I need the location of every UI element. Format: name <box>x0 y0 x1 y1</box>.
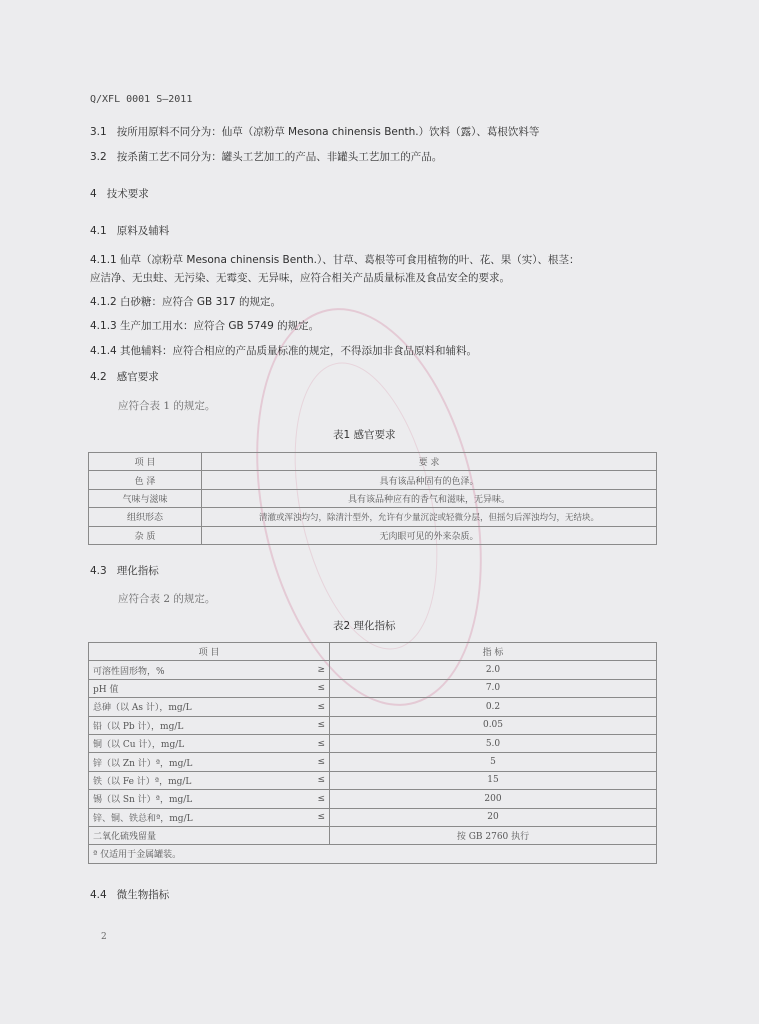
operator-cell <box>294 826 330 844</box>
section-4-1-3: 4.1.3 生产加工用水：应符合 GB 5749 的规定。 <box>90 320 320 332</box>
item-cell: 总砷（以 As 计），mg/L <box>89 698 294 716</box>
table-1 <box>88 452 657 545</box>
section-number: 4.4 <box>90 889 107 901</box>
header-cell: 项 目 <box>89 453 202 471</box>
section-4-2-body: 应符合表 1 的规定。 <box>118 400 216 412</box>
table-2 <box>88 642 657 864</box>
table-header-row <box>89 643 657 661</box>
section-title: 理化指标 <box>116 565 159 577</box>
operator-cell: ≥ <box>294 661 330 679</box>
item-cell: 锡（以 Sn 计）ª，mg/L <box>89 790 294 808</box>
value-cell: 20 <box>330 808 657 826</box>
requirement-cell: 具有该品种应有的香气和滋味，无异味。 <box>202 489 657 507</box>
value-cell: 2.0 <box>330 661 657 679</box>
operator-cell: ≤ <box>294 679 330 697</box>
section-title: 技术要求 <box>106 188 149 200</box>
value-cell: 7.0 <box>330 679 657 697</box>
value-cell: 0.2 <box>330 698 657 716</box>
item-cell: pH 值 <box>89 679 294 697</box>
section-title: 微生物指标 <box>116 889 170 901</box>
section-number: 3.1 <box>90 126 107 138</box>
item-cell: 铜（以 Cu 计），mg/L <box>89 734 294 752</box>
table-row <box>89 698 657 716</box>
value-cell: 按 GB 2760 执行 <box>330 826 657 844</box>
item-cell: 色 泽 <box>89 471 202 489</box>
section-4-1-4: 4.1.4 其他辅料：应符合相应的产品质量标准的规定，不得添加非食品原料和辅料。 <box>90 345 478 357</box>
table-row <box>89 753 657 771</box>
header-cell: 指 标 <box>330 643 657 661</box>
item-cell: 杂 质 <box>89 526 202 544</box>
table-row <box>89 661 657 679</box>
section-title: 原料及辅料 <box>116 225 170 237</box>
value-cell: 200 <box>330 790 657 808</box>
value-cell: 5.0 <box>330 734 657 752</box>
table-footnote-row <box>89 845 657 863</box>
section-3-2 <box>90 149 442 164</box>
section-title: 感官要求 <box>116 371 159 383</box>
section-4-1-1-line2: 应洁净、无虫蛀、无污染、无霉变、无异味，应符合相关产品质量标准及食品安全的要求。 <box>90 272 510 284</box>
item-cell: 铁（以 Fe 计）ª，mg/L <box>89 771 294 789</box>
page-number: 2 <box>101 932 107 942</box>
item-cell: 铅（以 Pb 计），mg/L <box>89 716 294 734</box>
value-cell: 5 <box>330 753 657 771</box>
table-header-row <box>89 453 657 471</box>
section-4-1-1-line1: 4.1.1 仙草（凉粉草 Mesona chinensis Benth.）、甘草、葛根等可食用植物的叶、花、果（实）、根茎： <box>90 254 580 266</box>
operator-cell: ≤ <box>294 698 330 716</box>
item-cell: 二氧化硫残留量 <box>89 826 294 844</box>
table-row <box>89 508 657 526</box>
section-4-2-heading <box>90 369 159 384</box>
table-row <box>89 716 657 734</box>
item-cell: 气味与滋味 <box>89 489 202 507</box>
table-row <box>89 826 657 844</box>
section-number: 4.3 <box>90 565 107 577</box>
section-4-1-heading <box>90 223 169 238</box>
section-number: 4.2 <box>90 371 107 383</box>
section-text: 按所用原料不同分为：仙草（凉粉草 Mesona chinensis Benth.）饮料（露）、葛根饮料等 <box>116 126 540 138</box>
table-row <box>89 489 657 507</box>
item-cell: 可溶性固形物，% <box>89 661 294 679</box>
operator-cell: ≤ <box>294 753 330 771</box>
section-3-1 <box>90 124 539 139</box>
requirement-cell: 无肉眼可见的外来杂质。 <box>202 526 657 544</box>
value-cell: 0.05 <box>330 716 657 734</box>
operator-cell: ≤ <box>294 716 330 734</box>
table-row <box>89 526 657 544</box>
value-cell: 15 <box>330 771 657 789</box>
header-cell: 要 求 <box>202 453 657 471</box>
header-cell: 项 目 <box>89 643 330 661</box>
table-1-caption: 表1 感官要求 <box>333 429 396 441</box>
table-footnote: ª 仅适用于金属罐装。 <box>89 845 657 863</box>
section-4-1-2: 4.1.2 白砂糖：应符合 GB 317 的规定。 <box>90 296 281 308</box>
operator-cell: ≤ <box>294 808 330 826</box>
table-2-caption: 表2 理化指标 <box>333 620 396 632</box>
item-cell: 组织形态 <box>89 508 202 526</box>
operator-cell: ≤ <box>294 790 330 808</box>
table-row <box>89 790 657 808</box>
table-row <box>89 679 657 697</box>
item-cell: 锌（以 Zn 计）ª，mg/L <box>89 753 294 771</box>
table-row <box>89 734 657 752</box>
operator-cell: ≤ <box>294 734 330 752</box>
operator-cell: ≤ <box>294 771 330 789</box>
section-4-heading <box>90 186 149 201</box>
section-number: 4 <box>90 188 97 200</box>
requirement-cell: 清澈或浑浊均匀，除清汁型外，允许有少量沉淀或轻微分层，但摇匀后浑浊均匀，无结块。 <box>202 508 657 526</box>
section-number: 3.2 <box>90 151 107 163</box>
table-row <box>89 771 657 789</box>
table-row <box>89 471 657 489</box>
section-text: 按杀菌工艺不同分为：罐头工艺加工的产品、非罐头工艺加工的产品。 <box>116 151 443 163</box>
section-4-3-heading <box>90 563 159 578</box>
requirement-cell: 具有该品种固有的色泽。 <box>202 471 657 489</box>
section-number: 4.1 <box>90 225 107 237</box>
table-row <box>89 808 657 826</box>
item-cell: 锌、铜、铁总和ª，mg/L <box>89 808 294 826</box>
document-code: Q/XFL 0001 S—2011 <box>90 94 193 105</box>
section-4-4-heading <box>90 887 169 902</box>
section-4-3-body: 应符合表 2 的规定。 <box>118 593 216 605</box>
